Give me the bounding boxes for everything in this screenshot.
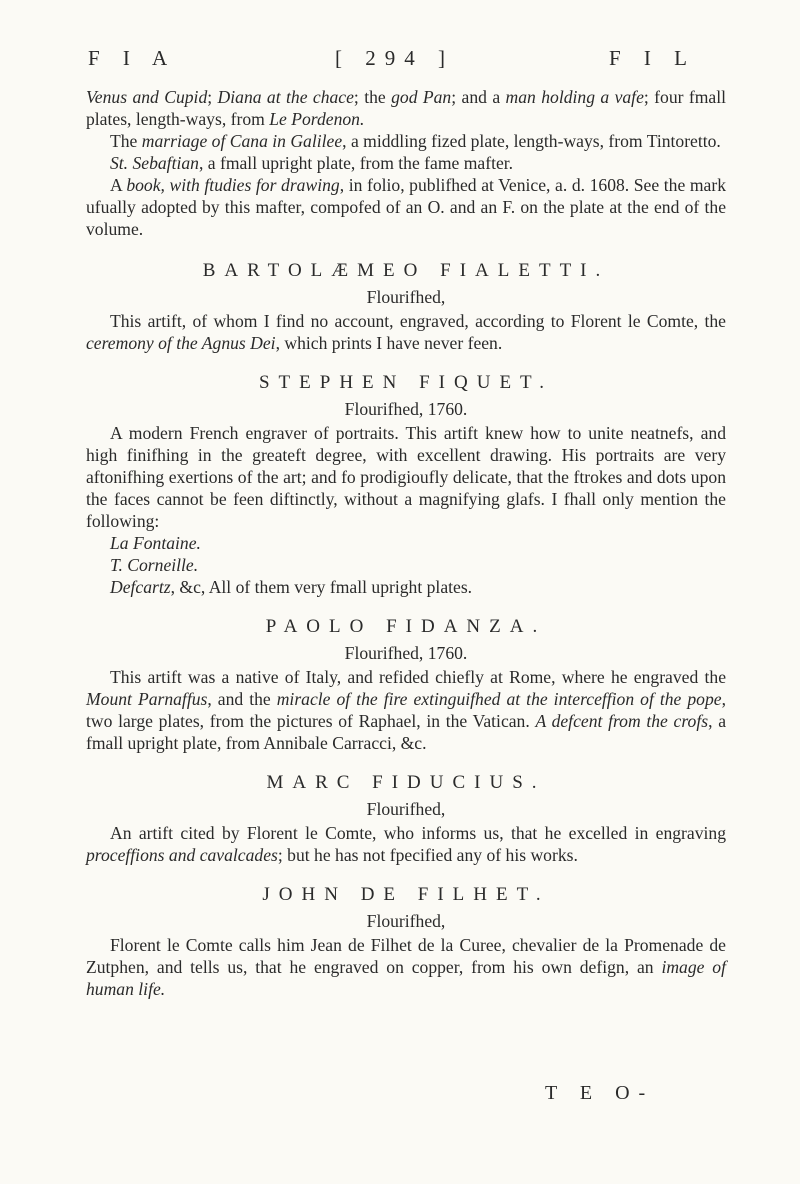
entry-heading: JOHN DE FILHET. — [262, 884, 550, 905]
work-title: book, with ftudies for drawing — [126, 175, 340, 195]
text-run: An artift cited by Florent le Comte, who informs us, that he excelled in engraving — [110, 823, 726, 843]
paragraph-sebastian — [86, 152, 726, 174]
entry-text — [86, 822, 726, 866]
work-title: marriage of Cana in Galilee — [141, 131, 343, 151]
flourished-line: Flourifhed, 1760. — [344, 399, 468, 419]
text-run: This artift, of whom I find no account, engraved, according to Florent le Comte, the — [110, 311, 726, 331]
page-body — [86, 86, 726, 1000]
text-run: ; but he has not fpecified any of his works. — [277, 845, 578, 865]
text-run: ; four fmall plates, length-ways, from — [86, 87, 727, 129]
text-run: A — [110, 175, 127, 195]
header-left: F I A — [88, 46, 177, 70]
work-title: A defcent from the crofs — [535, 711, 709, 731]
text-run: , in folio, publifhed at Venice, a. d. 1608. See the mark ufually adopted by this mafter, compofed of an O. and an F. on the plate at the end of the volume. — [86, 175, 726, 239]
text-run: ; the — [353, 87, 392, 107]
text-run: ; — [207, 87, 218, 107]
work-title: god Pan — [391, 87, 452, 107]
flourished-line: Flourifhed, — [366, 287, 446, 307]
work-title: Defcartz — [110, 577, 171, 597]
text-run: This artift was a native of Italy, and refided chiefly at Rome, where he engraved the — [110, 667, 726, 687]
text-run: , a fmall upright plate, from the fame mafter. — [198, 153, 514, 173]
text-run: , &c, All of them very fmall upright plates. — [170, 577, 473, 597]
work-title: ceremony of the Agnus Dei — [86, 333, 276, 353]
work-title: Diana at the chace — [217, 87, 354, 107]
text-run: , a middling fized plate, length-ways, from Tintoretto. — [342, 131, 721, 151]
work-item — [86, 576, 726, 598]
work-title: man holding a vafe — [505, 87, 644, 107]
intro-paragraph — [86, 86, 726, 130]
page-number: [ 294 ] — [335, 46, 454, 70]
text-run: Florent le Comte calls him Jean de Filhet de la Curee, chevalier de la Promenade de Zutphen, and tells us, that he engraved on copper, from his own defign, an — [86, 935, 726, 977]
catchword: T E O- — [545, 1082, 655, 1104]
work-title: Venus and Cupid — [86, 87, 208, 107]
flourished-line: Flourifhed, — [366, 799, 446, 819]
text-run: , which prints I have never feen. — [275, 333, 503, 353]
running-header — [86, 40, 726, 76]
work-title: Mount Parnaffus — [86, 689, 208, 709]
entry-text — [86, 666, 726, 754]
text-run: , and the — [207, 689, 277, 709]
entry-heading: MARC FIDUCIUS. — [266, 772, 546, 793]
work-title: La Fontaine. — [110, 533, 201, 553]
work-title: Le Pordenon. — [269, 109, 365, 129]
entry-heading: STEPHEN FIQUET. — [258, 372, 554, 393]
text-run: The — [110, 131, 142, 151]
entry-text — [86, 310, 726, 354]
work-item — [86, 554, 726, 576]
work-title: image of human life. — [86, 957, 726, 999]
header-right: F I L — [609, 46, 696, 70]
entry-text — [86, 934, 726, 1000]
entry-heading: PAOLO FIDANZA. — [265, 616, 547, 637]
flourished-line: Flourifhed, 1760. — [344, 643, 468, 663]
text-run: , two large plates, from the pictures of Raphael, in the Vatican. — [86, 689, 726, 731]
work-title: proceffions and cavalcades — [86, 845, 278, 865]
text-run: , a fmall upright plate, from Annibale Carracci, &c. — [86, 711, 726, 753]
flourished-line: Flourifhed, — [366, 911, 446, 931]
work-title: T. Corneille. — [110, 555, 199, 575]
paragraph-cana — [86, 130, 726, 152]
work-item — [86, 532, 726, 554]
text-run: ; and a — [451, 87, 506, 107]
work-title: St. Sebaftian — [110, 153, 199, 173]
entry-text: A modern French engraver of portraits. This artift knew how to unite neatnefs, and high finifhing in the greateft degree, with excellent drawing. His portraits are very aftonifhing exertions of the art; and fo prodigioufly delicate, that the ftrokes and dots upon the faces cannot be feen diftinctly, without a magnifying glafs. I fhall only mention the following: — [86, 423, 726, 531]
entry-heading: BARTOLÆMEO FIALETTI. — [202, 260, 610, 281]
work-title: miracle of the fire extinguifhed at the interceffion of the pope — [276, 689, 722, 709]
paragraph-book — [86, 174, 726, 240]
